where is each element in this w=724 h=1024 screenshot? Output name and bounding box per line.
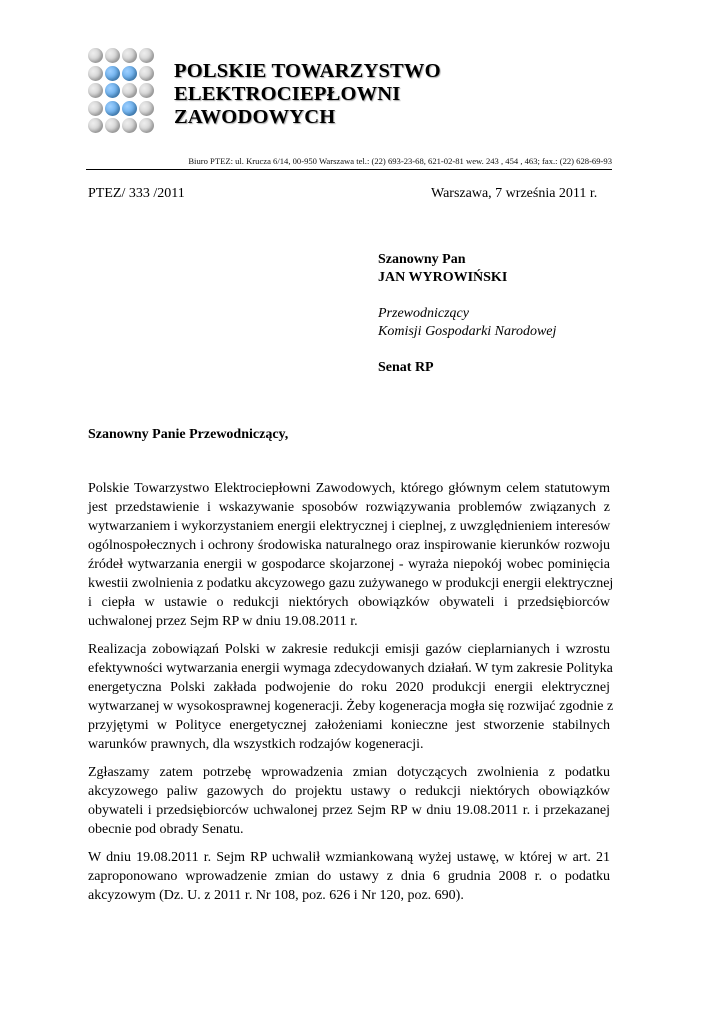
office-address: Biuro PTEZ: ul. Krucza 6/14, 00-950 Warszawa tel.: (22) 693-23-68, 621-02-81 wew. 243 , 454 , 463; fax.: (22) 628-69-93 bbox=[188, 156, 612, 166]
addressee-institution: Senat RP bbox=[378, 360, 434, 375]
body-paragraph bbox=[88, 763, 610, 839]
org-name-line: ZAWODOWYCH bbox=[174, 106, 336, 128]
text-line: obywateli i przedsiębiorców uchwalonej przez Sejm RP w dniu 19.08.2011 r. i przekazanej bbox=[88, 803, 610, 818]
text-line: ogólnospołecznych i ochrony środowiska naturalnego oraz inspirowanie kierunków rozwoju bbox=[88, 538, 610, 553]
logo-dot bbox=[139, 118, 154, 133]
text-line: akcyzowym (Dz. U. z 2011 r. Nr 108, poz. 626 i Nr 120, poz. 690). bbox=[88, 888, 464, 903]
text-line: efektywności wytwarzania energii wymaga zdecydowanych działań. W tym zakresie Polityka bbox=[88, 661, 613, 676]
letter-greeting: Szanowny Panie Przewodniczący, bbox=[88, 427, 289, 442]
text-line: Zgłaszamy zatem potrzebę wprowadzenia zmian dotyczących zwolnienia z podatku bbox=[88, 765, 610, 780]
text-line: przyjętymi w Polityce energetycznej założeniami konieczne jest stworzenie stabilnych bbox=[88, 718, 610, 733]
text-line: obecnie pod obrady Senatu. bbox=[88, 822, 244, 837]
logo-dot bbox=[88, 48, 103, 63]
logo-dot bbox=[122, 118, 137, 133]
text-line: i ciepła w ustawie o redukcji niektórych obowiązków obywateli i przedsiębiorców bbox=[88, 595, 610, 610]
logo-dot bbox=[88, 83, 103, 98]
logo-dot bbox=[88, 101, 103, 116]
logo-dot bbox=[122, 101, 137, 116]
addressee-role: Przewodniczący bbox=[378, 306, 469, 321]
text-line: energetyczna Polski zakłada podwojenie do roku 2020 produkcji energii elektrycznej bbox=[88, 680, 610, 695]
logo-dot bbox=[139, 101, 154, 116]
text-line: wytwarzaniem i wykorzystaniem energii elektrycznej i cieplnej, z uwzględnieniem interesów bbox=[88, 519, 611, 534]
logo-dot bbox=[122, 83, 137, 98]
logo-dot bbox=[105, 48, 120, 63]
letter-date: Warszawa, 7 września 2011 r. bbox=[431, 186, 598, 201]
text-line: jest przedstawienie i wskazywanie sposobów rozwiązywania problemów związanych z bbox=[88, 500, 610, 515]
logo-dot bbox=[139, 48, 154, 63]
text-line: kwestii zwolnienia z podatku akcyzowego gazu zużywanego w produkcji energii elektrycznej bbox=[88, 576, 614, 591]
text-line: warunków prawnych, dla wszystkich rodzajów kogeneracji. bbox=[88, 737, 424, 752]
header-divider bbox=[86, 169, 612, 170]
addressee-block bbox=[378, 251, 556, 377]
text-line: źródeł wytwarzania energii w gospodarce skojarzonej - wyraża niepokój wobec pominięcia bbox=[88, 557, 610, 572]
org-name-line: ELEKTROCIEPŁOWNI bbox=[174, 83, 401, 105]
text-line: Realizacja zobowiązań Polski w zakresie redukcji emisji gazów cieplarnianych i wzrostu bbox=[88, 642, 610, 657]
text-line: uchwalonej przez Sejm RP w dniu 19.08.2011 r. bbox=[88, 614, 358, 629]
ptez-logo-icon bbox=[88, 48, 156, 136]
logo-dot bbox=[139, 66, 154, 81]
org-name-line: POLSKIE TOWARZYSTWO bbox=[174, 60, 441, 82]
addressee-name: JAN WYROWIŃSKI bbox=[378, 270, 508, 285]
logo-dot bbox=[88, 118, 103, 133]
logo-dot bbox=[105, 118, 120, 133]
organization-name bbox=[174, 60, 554, 129]
body-paragraph bbox=[88, 640, 614, 754]
text-line: akcyzowego paliw gazowych do projektu ustawy o redukcji niektórych obowiązków bbox=[88, 784, 610, 799]
reference-number: PTEZ/ 333 /2011 bbox=[88, 186, 185, 201]
addressee-salutation: Szanowny Pan bbox=[378, 252, 466, 267]
logo-dot bbox=[88, 66, 103, 81]
letter-body bbox=[88, 479, 614, 914]
text-line: W dniu 19.08.2011 r. Sejm RP uchwalił wzmiankowaną wyżej ustawę, w której w art. 21 bbox=[88, 850, 610, 865]
logo-dot bbox=[122, 66, 137, 81]
body-paragraph bbox=[88, 848, 610, 905]
body-paragraph bbox=[88, 479, 614, 631]
addressee-committee: Komisji Gospodarki Narodowej bbox=[378, 324, 557, 339]
logo-dot bbox=[105, 83, 120, 98]
text-line: zaproponowano wprowadzenie zmian do ustawy z dnia 6 grudnia 2008 r. o podatku bbox=[88, 869, 610, 884]
logo-dot bbox=[105, 101, 120, 116]
logo-dot bbox=[105, 66, 120, 81]
text-line: Polskie Towarzystwo Elektrociepłowni Zawodowych, którego głównym celem statutowym bbox=[88, 481, 610, 496]
logo-dot bbox=[139, 83, 154, 98]
text-line: wytwarzanej w wysokosprawnej kogeneracji. Żeby kogeneracja mogła się rozwijać zgodnie z bbox=[88, 699, 614, 714]
logo-dot bbox=[122, 48, 137, 63]
